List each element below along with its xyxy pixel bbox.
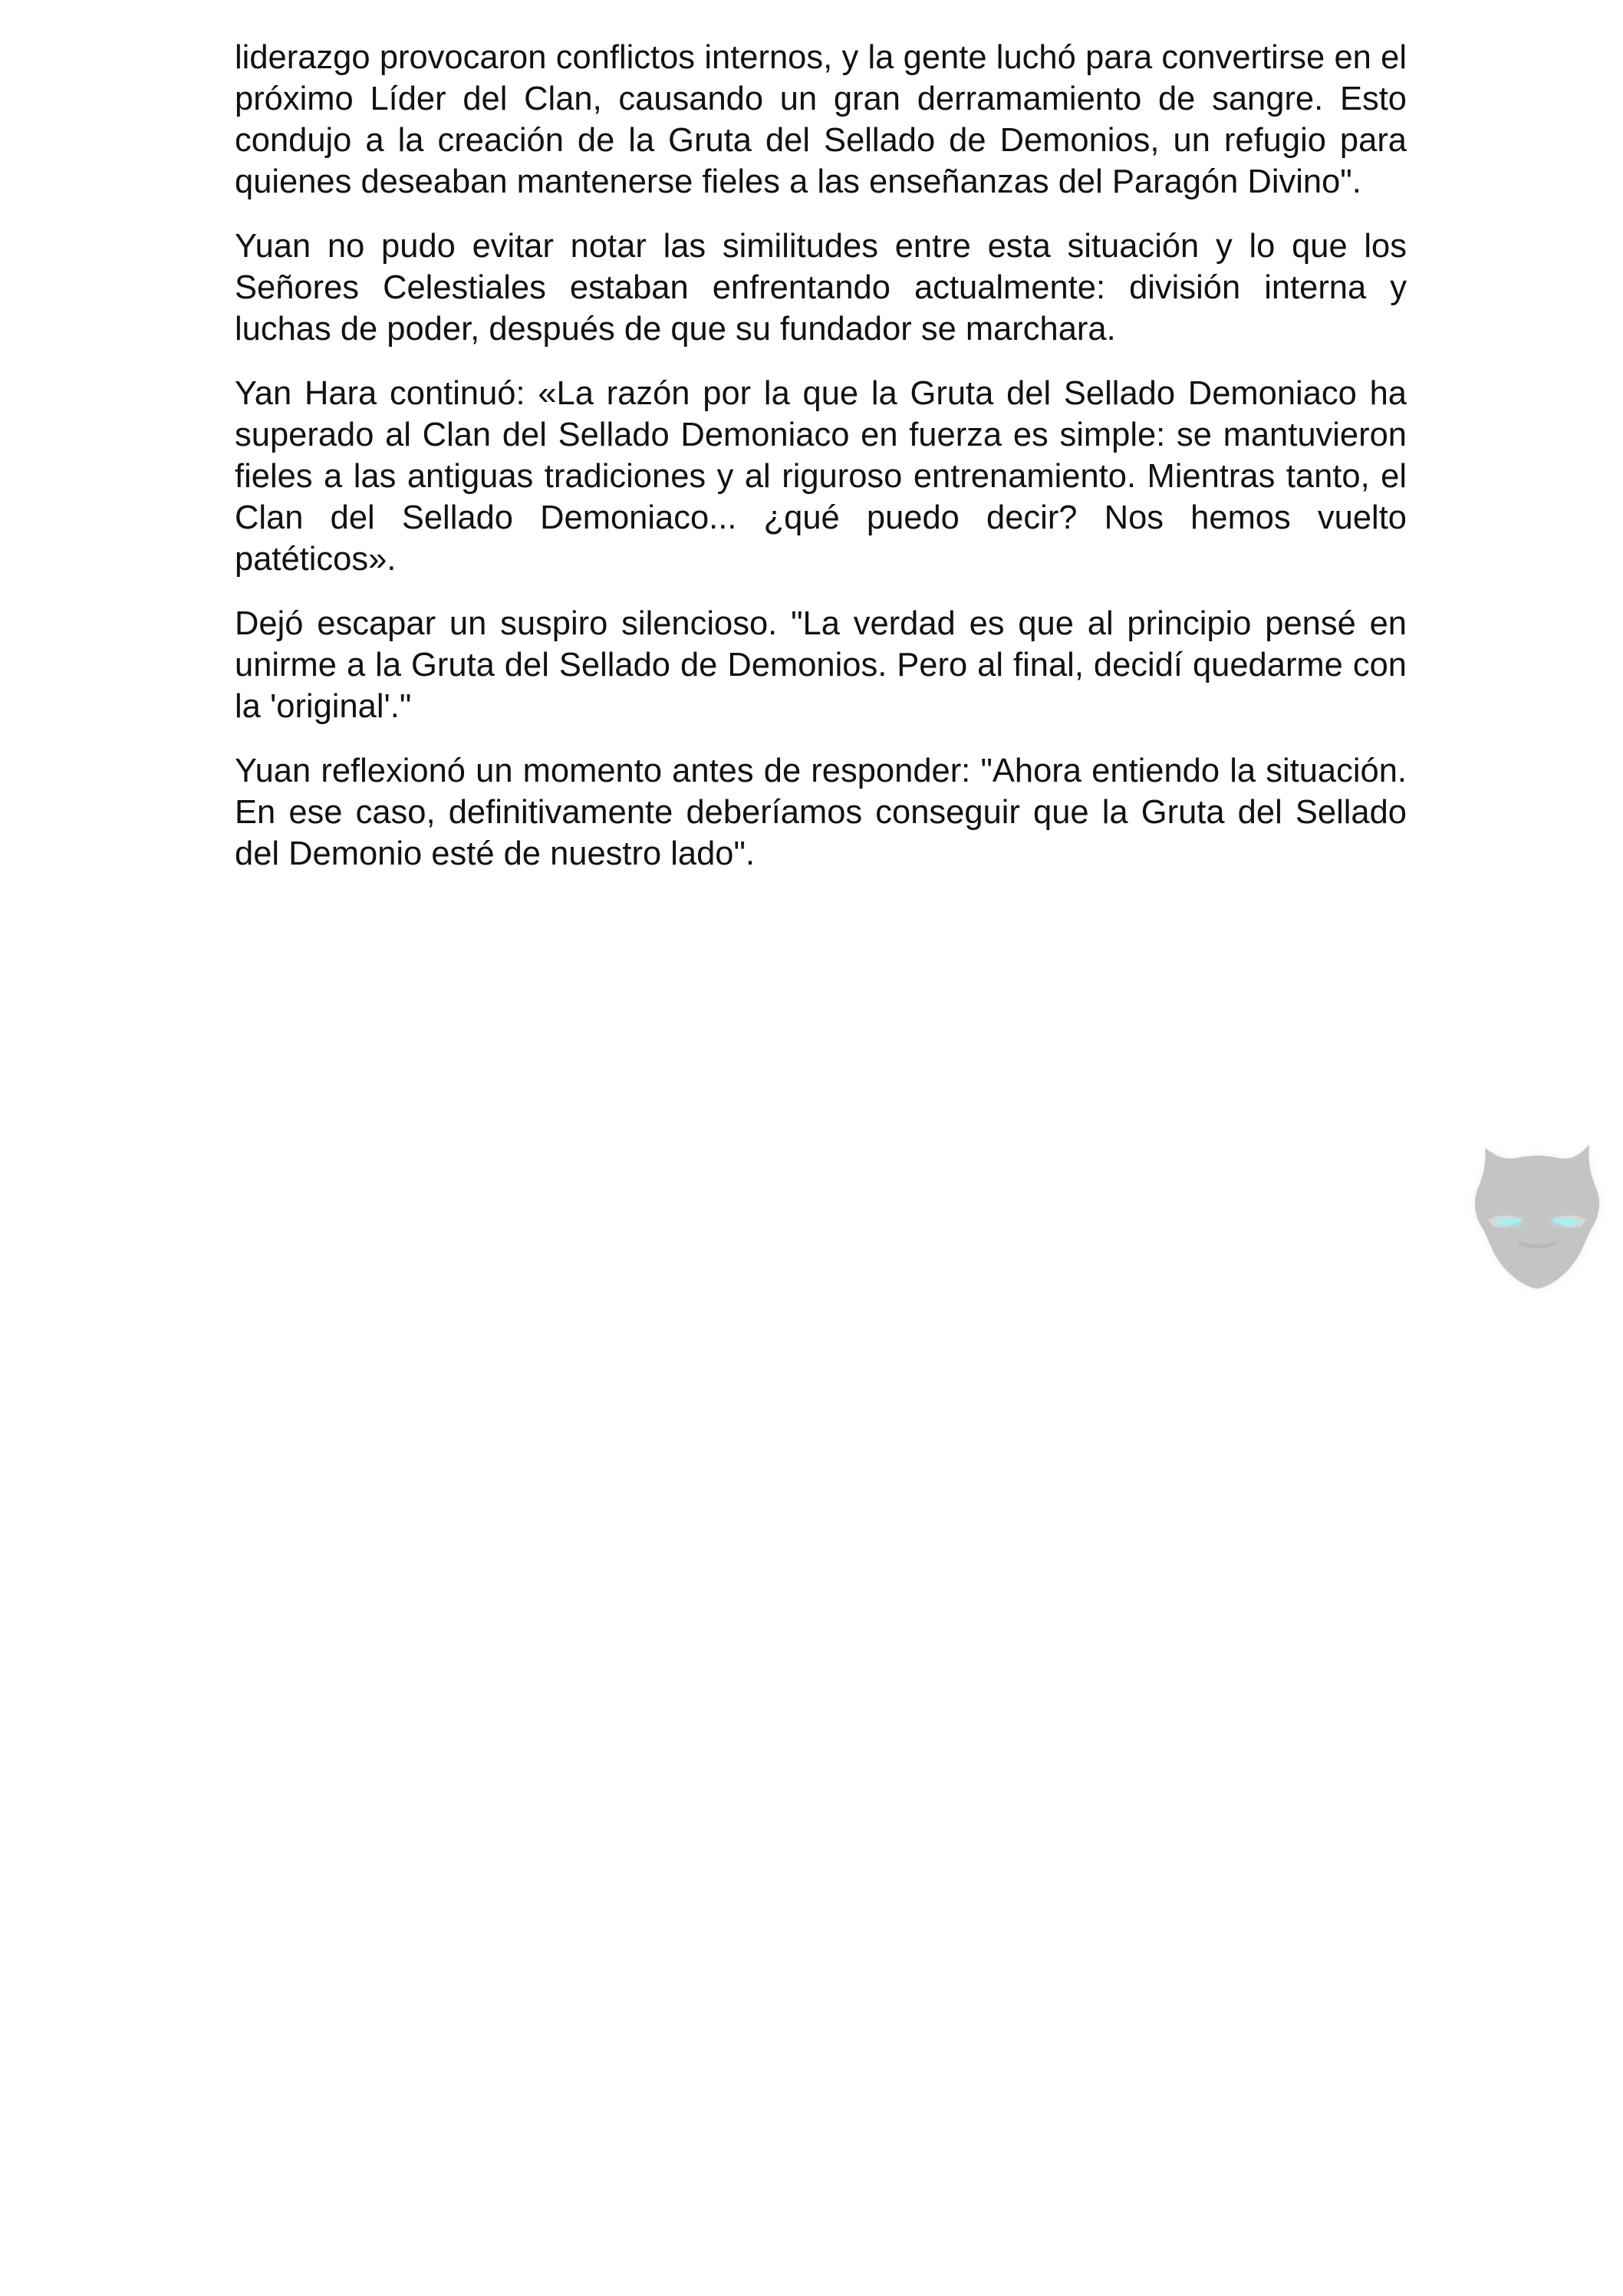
paragraph-1: liderazgo provocaron conflictos internos, y la gente luchó para convertirse en el próximo Líder del Clan, causando un gran derramamiento de sangre. Esto condujo a la creación de la Gruta del Sellado de Demonios, un refugio para quienes deseaban mantenerse fieles a las enseñanzas del Paragón Divino". xyxy=(235,39,1407,200)
demon-head-icon xyxy=(1467,1129,1608,1298)
paragraph-4: Dejó escapar un suspiro silencioso. "La verdad es que al principio pensé en unirme a la Gruta del Sellado de Demonios. Pero al final, decidí quedarme con la 'original'." xyxy=(235,605,1407,725)
page-content xyxy=(235,37,1407,898)
paragraph-5: Yuan reflexionó un momento antes de responder: "Ahora entiendo la situación. En ese caso, definitivamente deberíamos conseguir que la Gruta del Sellado del Demonio esté de nuestro lado". xyxy=(235,753,1407,872)
paragraph-3: Yan Hara continuó: «La razón por la que la Gruta del Sellado Demoniaco ha superado al Clan del Sellado Demoniaco en fuerza es simple: se mantuvieron fieles a las antiguas tradiciones y al riguroso entrenamiento. Mientras tanto, el Clan del Sellado Demoniaco... ¿qué puedo decir? Nos hemos vuelto patéticos». xyxy=(235,375,1407,578)
paragraph-2: Yuan no pudo evitar notar las similitudes entre esta situación y lo que los Señores Celestiales estaban enfrentando actualmente: división interna y luchas de poder, después de que su fundador se marchara. xyxy=(235,228,1407,348)
